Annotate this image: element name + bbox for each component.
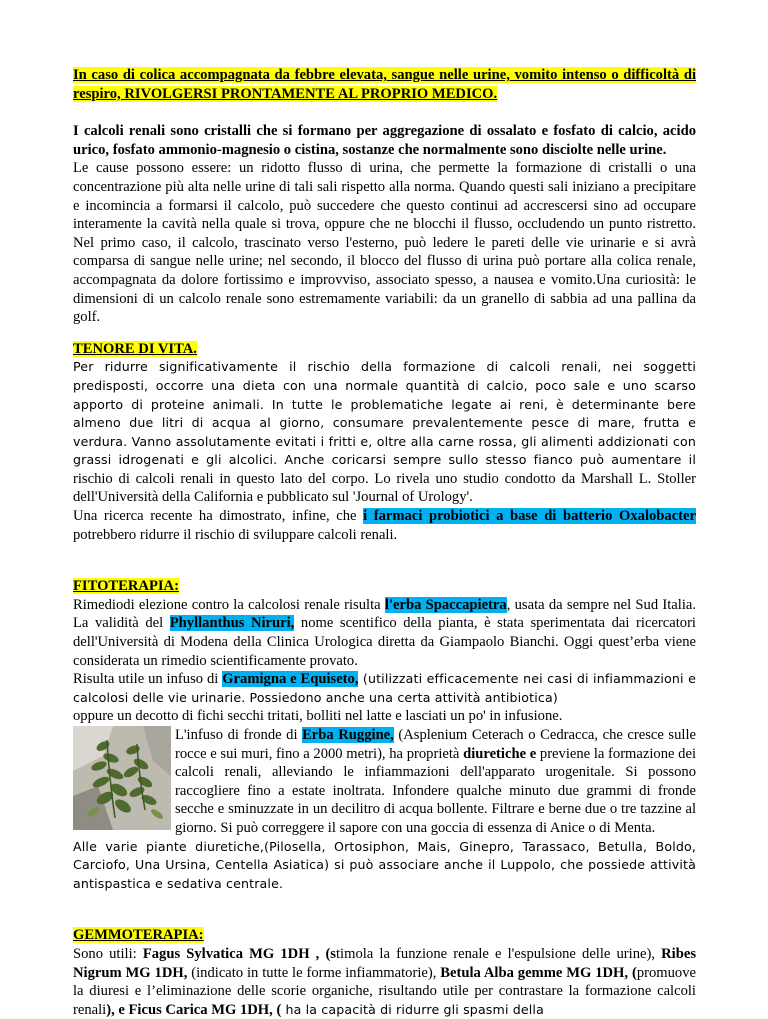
document-body: [73, 66, 696, 1019]
warning-text: In caso di colica accompagnata da febbre elevata, sangue nelle urine, vomito intenso o difficoltà di respiro, RIVOLGERSI PRONTAMENTE AL PROPRIO MEDICO.: [73, 67, 696, 102]
fito-heading: FITOTERAPIA:: [73, 578, 179, 595]
fern-icon: [73, 726, 171, 830]
intro-paragraph: [73, 122, 696, 327]
tenore-sans-text: Per ridurre significativamente il rischio della formazione di calcoli renali, nei soggetti predisposti, occorre una dieta con una normale quantità di calcio, poco sale e uno scarso apporto di proteine animali. In tutte le problematiche legate ai reni, è determinante bere almeno due litri di acqua al giorno, consumare prevalentemente pesce di mare, frutta e verdura. Vanno assolutamente evitati i fritti e, oltre alla carne rossa, gli alimenti addizionati con grassi idrogenati e gli alcolici. Anche coricarsi sempre sullo stesso fianco può aumentare il: [73, 359, 696, 468]
oxalobacter-highlight: i farmaci probiotici a base di batterio Oxalobacter: [363, 508, 696, 525]
fito-paragraph-3-block: [73, 726, 696, 838]
fito-paragraph-3: L'infuso di fronde di Erba Ruggine, (Asplenium Ceterach o Cedracca, che cresce sulle rocce e sui muri, fino a 2000 metri), ha proprietà diuretiche e previene la formazione dei calcoli renali, alleviando le infiammazioni dell'apparato urogenitale. Si possono raccogliere fino a estate inoltrata. Infondere qualche minuto due grammi di fronde secche e sminuzzate in un decilitro di acqua bollente. Filtrare e berne due o tre tazzine al giorno. Si può correggere il sapore con una goccia di essenza di Anice o di Menta.: [175, 727, 697, 836]
fito-paragraph-4: Alle varie piante diuretiche,(Pilosella, Ortosiphon, Mais, Ginepro, Tarassaco, Betulla, Boldo, Carciofo, Una Ursina, Centella Asiatica) si può associare anche il Luppolo, che possiede attività antispastica e sedativa centrale.: [73, 838, 696, 891]
gemmo-paragraph: Sono utili: Fagus Sylvatica MG 1DH , (stimola la funzione renale e l'espulsione delle urine), Ribes Nigrum MG 1DH, (indicato in tutte le forme infiammatorie), Betula Alba gemme MG 1DH, (promuove la diuresi e l’eliminazione delle scorie organiche, risultando utile per contrastare la formazione calcoli renali), e Ficus Carica MG 1DH, ( ha la capacità di ridurre gli spasmi della: [73, 945, 696, 1018]
spaccapietra-highlight: l'erba Spaccapietra: [384, 596, 507, 613]
tenore-serif-text: rischio di calcoli renali in questo lato del corpo. Lo rivela uno studio condotto da Marshall L. Stoller dell'Università della California e pubblicato sul 'Journal of Urology'.: [73, 470, 696, 506]
fito-paragraph-2: Risulta utile un infuso di Gramigna e Equiseto, (utilizzati efficacemente nei casi di infiammazioni e calcolosi delle vie urinarie. Possiedono anche una certa attività antibiotica) oppure un decotto di fichi secchi tritati, bolliti nel latte e lasciati un po' in infusione.: [73, 671, 696, 725]
warning-paragraph: [73, 66, 696, 103]
gemmo-heading: GEMMOTERAPIA:: [73, 927, 204, 944]
intro-body-text: Le cause possono essere: un ridotto flusso di urina, che permette la formazione di cristalli o una concentrazione più alta nelle urine di tali sali rispetto alla norma. Quando questi sali iniziano a precipitare e incomincia a formarsi il calcolo, può succedere che questo continui ad accrescersi sino ad occupare interamente la cavità nella quale si trova, oppure che ne blocchi il flusso, occludendo un punto ristretto. Nel primo caso, il calcolo, trascinato verso l'esterno, può ledere le pareti delle vie urinarie e si avrà comparsa di sangue nelle urine; nel secondo, il blocco del flusso di urina può portare alla colica renale, accompagnata da dolore fortissimo e improvviso, associato spesso, a nausea e vomito.Una curiosità: le dimensioni di un calcolo renale sono estremamente variabili: da un granello di sabbia ad una pallina da golf.: [73, 160, 696, 326]
erba-ruggine-highlight: Erba Ruggine,: [302, 727, 394, 743]
tenore-paragraph: Per ridurre significativamente il rischio della formazione di calcoli renali, nei soggetti predisposti, occorre una dieta con una normale quantità di calcio, poco sale e uno scarso apporto di proteine animali. In tutte le problematiche legate ai reni, è determinante bere almeno due litri di acqua al giorno, consumare prevalentemente pesce di mare, frutta e verdura. Vanno assolutamente evitati i fritti e, oltre alla carne rossa, gli alimenti addizionati con grassi idrogenati e gli alcolici. Anche coricarsi sempre sullo stesso fianco può aumentare il rischio di calcoli renali in questo lato del corpo. Lo rivela uno studio condotto da Marshall L. Stoller dell'Università della California e pubblicato sul 'Journal of Urology'. Una ricerca recente ha dimostrato, infine, che i farmaci probiotici a base di batterio Oxalobacter potrebbero ridurre il rischio di sviluppare calcoli renali.: [73, 359, 696, 543]
tenore-heading: TENORE DI VITA.: [73, 340, 197, 357]
fern-plant-photo: [73, 726, 171, 830]
fito-paragraph-1: Rimediodi elezione contro la calcolosi renale risulta l'erba Spaccapietra, usata da sempre nel Sud Italia. La validità del Phyllanthus Niruri, nome scentifico della pianta, è stata sperimentata dai ricercatori dell'Università di Modena della Clinica Urologica diretta da Giampaolo Bianchi. Oggi quest’erba viene considerata un rimedio scientificamente provato.: [73, 596, 697, 669]
intro-bold-text: I calcoli renali sono cristalli che si formano per aggregazione di ossalato e fosfato di calcio, acido urico, fosfato ammonio-magnesio o cistina, sostanze che normalmente sono disciolte nelle urine.: [73, 123, 696, 158]
phyllanthus-highlight: Phyllanthus Niruri,: [169, 615, 295, 632]
gramigna-highlight: Gramigna e Equiseto,: [222, 671, 359, 688]
